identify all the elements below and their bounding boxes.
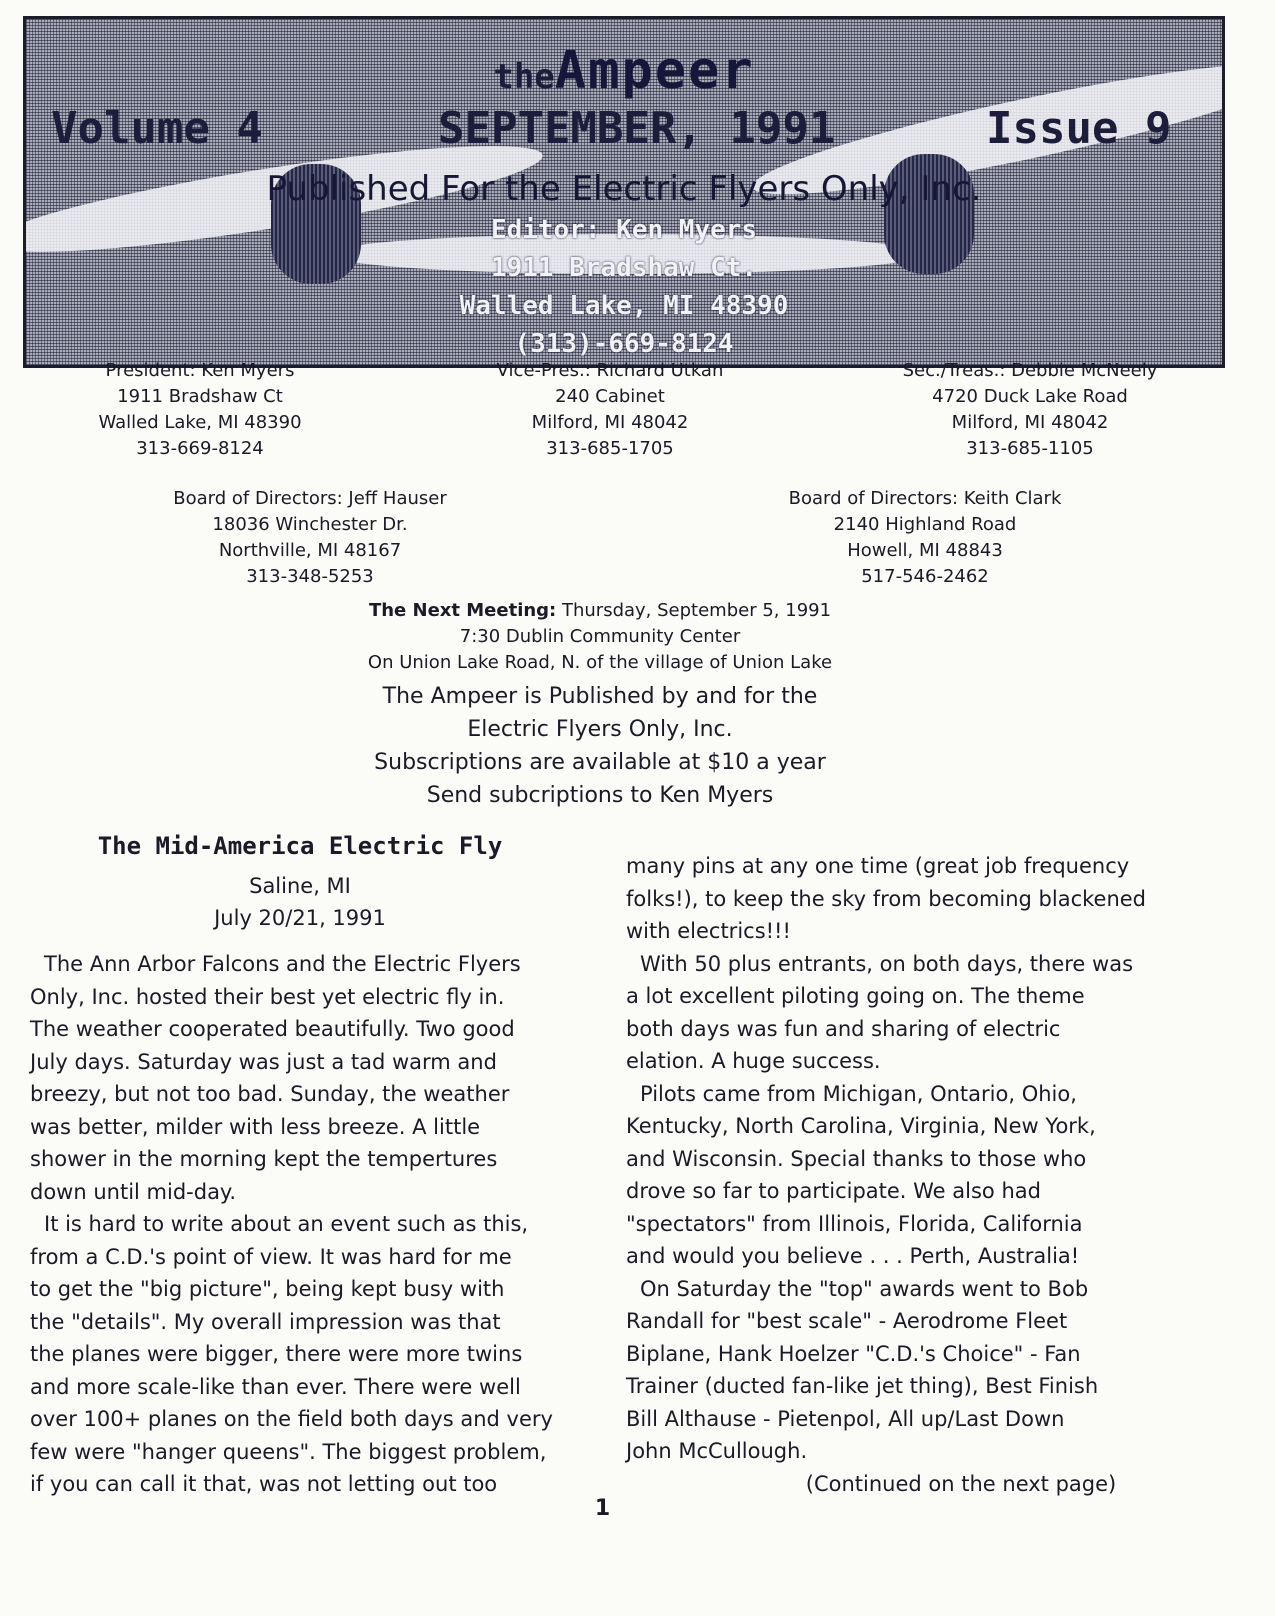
editor-street: 1911 Bradshaw Ct. <box>490 253 758 283</box>
page-number: 1 <box>594 1496 611 1521</box>
continued-note: (Continued on the next page) <box>805 1471 1117 1496</box>
publication-line: Electric Flyers Only, Inc. <box>467 717 733 742</box>
editor-city: Walled Lake, MI 48390 <box>459 291 789 321</box>
publication-line: Subscriptions are available at $10 a year <box>374 750 826 775</box>
officer-phone: 313-685-1105 <box>966 438 1094 459</box>
article-paragraph: Pilots came from Michigan, Ontario, Ohio, Kentucky, North Carolina, Virginia, New York, and Wisconsin. Special thanks to those who drove so far to participate. We also had "spectators" from Illinois, Florida, California and would you believe . . . Perth, Australia! <box>626 1081 1096 1268</box>
meeting-label: The Next Meeting: <box>368 600 557 621</box>
director-phone: 517-546-2462 <box>861 566 989 587</box>
director-1 <box>150 486 470 590</box>
officer-street: 240 Cabinet <box>555 386 665 407</box>
published-for: Published For the Electric Flyers Only, Inc. <box>266 169 982 209</box>
meeting-time-place: 7:30 Dublin Community Center <box>459 626 741 647</box>
officer-street: 1911 Bradshaw Ct <box>117 386 283 407</box>
director-title: Board of Directors: Keith Clark <box>788 488 1062 509</box>
officer-city: Milford, MI 48042 <box>951 412 1109 433</box>
article-location: Saline, MI <box>249 874 351 898</box>
article-paragraph: many pins at any one time (great job frequency folks!), to keep the sky from becoming blackened with electrics!!! <box>626 854 1147 943</box>
officer-city: Milford, MI 48042 <box>531 412 689 433</box>
officer-title: President: Ken Myers <box>105 360 295 381</box>
officer-title: Sec./Treas.: Debbie McNeely <box>902 360 1158 381</box>
director-city: Howell, MI 48843 <box>847 540 1003 561</box>
article-paragraph: It is hard to write about an event such as this, from a C.D.'s point of view. It was hard for me to get the "big picture", being kept busy with the "details". My overall impression was that the planes were bigger, there were more twins and more scale-like than ever. There were well over 100+ planes on the field both days and very few were "hanger queens". The biggest problem, if you can call it that, was not letting out too <box>30 1212 553 1496</box>
article-paragraph: The Ann Arbor Falcons and the Electric Flyers Only, Inc. hosted their best yet electric fly in. The weather cooperated beautifully. Two good July days. Saturday was just a tad warm and breezy, but not too bad. Sunday, the weather was better, milder with less breeze. A little shower in the morning kept the tempertures down until mid-day. <box>30 952 521 1204</box>
meeting-date: Thursday, September 5, 1991 <box>556 600 832 621</box>
issue-number: Issue 9 <box>986 103 1172 154</box>
director-phone: 313-348-5253 <box>246 566 374 587</box>
next-meeting <box>300 598 900 676</box>
article-right-column <box>626 850 1206 1500</box>
article-paragraph: On Saturday the "top" awards went to Bob Randall for "best scale" - Aerodrome Fleet Biplane, Hank Hoelzer "C.D.'s Choice" - Fan Trainer (ducted fan-like jet thing), Best Finish Bill Althause - Pietenpol, All up/Last Down John McCullough. <box>626 1276 1099 1463</box>
officer-secretary-treasurer <box>880 358 1180 462</box>
officer-street: 4720 Duck Lake Road <box>932 386 1128 407</box>
article-title: The Mid-America Electric Fly <box>97 832 503 860</box>
meeting-location: On Union Lake Road, N. of the village of Union Lake <box>367 652 833 673</box>
volume-label: Volume 4 <box>51 103 263 154</box>
article-dates: July 20/21, 1991 <box>214 906 386 930</box>
director-city: Northville, MI 48167 <box>218 540 402 561</box>
officer-president <box>60 358 340 462</box>
masthead-banner <box>23 16 1225 368</box>
publication-line: Send subcriptions to Ken Myers <box>426 783 774 808</box>
article-paragraph: With 50 plus entrants, on both days, there was a lot excellent piloting going on. The theme both days was fun and sharing of electric elation. A huge success. <box>626 951 1134 1073</box>
publication-info <box>300 680 900 812</box>
director-2 <box>760 486 1090 590</box>
issue-date: SEPTEMBER, 1991 <box>438 103 836 154</box>
officer-phone: 313-669-8124 <box>136 438 264 459</box>
officer-vice-president <box>460 358 760 462</box>
officer-title: Vice-Pres.: Richard Utkan <box>496 360 724 381</box>
masthead-title: theAmpeer <box>493 41 755 101</box>
article-subheading <box>30 870 570 934</box>
director-street: 18036 Winchester Dr. <box>212 514 408 535</box>
officer-phone: 313-685-1705 <box>546 438 674 459</box>
editor-name: Editor: Ken Myers <box>490 215 758 245</box>
publication-line: The Ampeer is Published by and for the <box>382 684 818 709</box>
director-street: 2140 Highland Road <box>833 514 1017 535</box>
article-left-column <box>30 948 590 1501</box>
editor-phone: (313)-669-8124 <box>514 329 734 359</box>
director-title: Board of Directors: Jeff Hauser <box>173 488 447 509</box>
officer-city: Walled Lake, MI 48390 <box>98 412 302 433</box>
